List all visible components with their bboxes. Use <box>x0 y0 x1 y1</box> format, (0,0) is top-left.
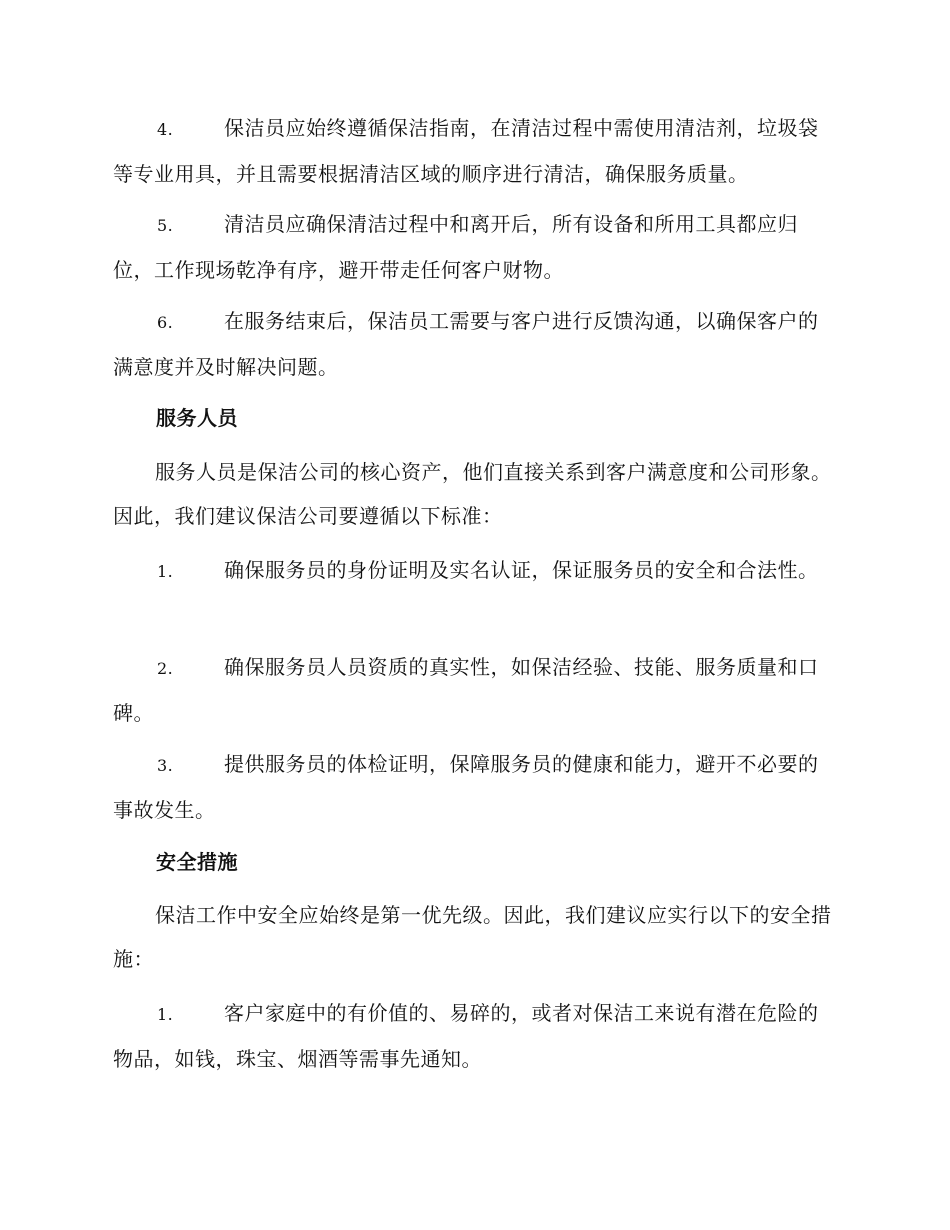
paragraph-text: 服务人员是保洁公司的核心资产，他们直接关系到客户满意度和公司形象。因此，我们建议保洁公司要遵循以下标准： <box>113 460 832 528</box>
list-item: 3. 提供服务员的体检证明，保障服务员的健康和能力，避开不必要的事故发生。 <box>113 752 819 822</box>
list-text: 确保服务员人员资质的真实性，如保洁经验、技能、服务质量和口碑。 <box>113 655 819 725</box>
section-heading: 服务人员 <box>156 406 238 430</box>
list-text: 确保服务员的身份证明及实名认证，保证服务员的安全和合法性。 <box>224 558 819 582</box>
paragraph <box>113 450 835 538</box>
list-text: 客户家庭中的有价值的、易碎的，或者对保洁工来说有潜在危险的物品，如钱，珠宝、烟酒等需事先通知。 <box>113 1001 819 1071</box>
paragraph-text: 保洁工作中安全应始终是第一优先级。因此，我们建议应实行以下的安全措施： <box>113 903 832 971</box>
list-item: 5. 清洁员应确保清洁过程中和离开后，所有设备和所用工具都应归位，工作现场乾净有序，避开带走任何客户财物。 <box>113 212 798 282</box>
paragraph <box>113 893 835 981</box>
list-item: 2. 确保服务员人员资质的真实性，如保洁经验、技能、服务质量和口碑。 <box>113 655 819 725</box>
list-text: 提供服务员的体检证明，保障服务员的健康和能力，避开不必要的事故发生。 <box>113 752 819 822</box>
list-text: 在服务结束后，保洁员工需要与客户进行反馈沟通，以确保客户的满意度并及时解决问题。 <box>113 309 819 379</box>
list-item: 4. 保洁员应始终遵循保洁指南，在清洁过程中需使用清洁剂，垃圾袋等专业用具，并且需要根据清洁区域的顺序进行清洁，确保服务质量。 <box>113 116 819 186</box>
list-text: 保洁员应始终遵循保洁指南，在清洁过程中需使用清洁剂，垃圾袋等专业用具，并且需要根据清洁区域的顺序进行清洁，确保服务质量。 <box>113 116 819 186</box>
list-item: 1. 确保服务员的身份证明及实名认证，保证服务员的安全和合法性。 <box>157 558 819 582</box>
section-heading: 安全措施 <box>156 850 238 874</box>
list-item: 1. 客户家庭中的有价值的、易碎的，或者对保洁工来说有潜在危险的物品，如钱，珠宝、烟酒等需事先通知。 <box>113 1001 819 1071</box>
list-item: 6. 在服务结束后，保洁员工需要与客户进行反馈沟通，以确保客户的满意度并及时解决问题。 <box>113 309 819 379</box>
list-text: 清洁员应确保清洁过程中和离开后，所有设备和所用工具都应归位，工作现场乾净有序，避开带走任何客户财物。 <box>113 212 798 282</box>
